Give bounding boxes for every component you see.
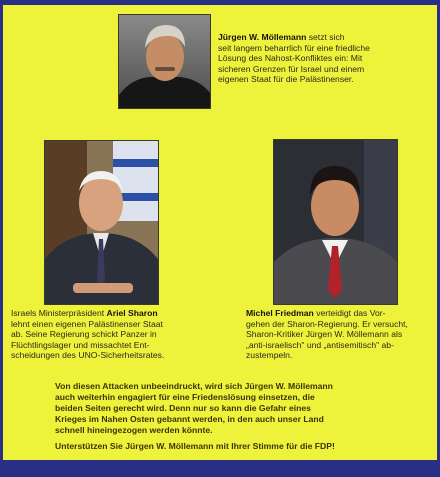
- footer-bar: [0, 460, 440, 477]
- portrait-moellemann-image: [119, 15, 210, 108]
- portrait-moellemann: [118, 14, 211, 109]
- friedman-text-line1: verteidigt das Vor-: [313, 308, 386, 318]
- moellemann-text-line1: setzt sich: [306, 32, 345, 42]
- moellemann-text: [218, 32, 428, 85]
- moellemann-name: Jürgen W. Möllemann: [218, 32, 307, 42]
- flyer-page: [3, 5, 437, 460]
- portrait-friedman: [273, 139, 398, 305]
- sharon-text-line1: lehnt einen eigenen Palästinenser Staat: [11, 318, 163, 329]
- friedman-name: Michel Friedman: [246, 308, 314, 318]
- portrait-friedman-image: [274, 140, 397, 304]
- sharon-text: [11, 308, 226, 361]
- statement-text: Von diesen Attacken unbeeindruckt, wird sich Jürgen W. Möllemann auch weiterhin engagiert für eine Friedenslösung einsetzen, die beiden Seiten gerecht wird. Denn nur so kann die Gefahr eines Krieges im Nahen Osten gebannt werden, in den auch unser Land schnell hineingezogen werden könnte.: [55, 381, 333, 435]
- portrait-sharon: [44, 140, 159, 305]
- friedman-text: [246, 308, 436, 361]
- sharon-text-rest: ab. Seine Regierung schickt Panzer in Flüchtlingslager und missachtet Ent- scheidungen des UNO-Sicherheitsrates.: [11, 329, 165, 361]
- moellemann-text-rest: seit langem beharrlich für eine friedliche Lösung des Nahost-Konfliktes ein: Mit sicheren Grenzen für Israel und einem eigenen Staat für die Palästinenser.: [218, 42, 370, 85]
- call-to-action: Unterstützen Sie Jürgen W. Möllemann mit Ihrer Stimme für die FDP!: [55, 441, 335, 451]
- sharon-name: Ariel Sharon: [106, 308, 158, 318]
- friedman-text-rest: gehen der Sharon-Regierung. Er versucht, Sharon-Kritiker Jürgen W. Möllemann als „anti-israelisch" und „antisemitisch" ab- zustempeln.: [246, 318, 408, 361]
- portrait-sharon-image: [45, 141, 158, 304]
- sharon-text-pre: Israels Ministerpräsident: [11, 308, 107, 318]
